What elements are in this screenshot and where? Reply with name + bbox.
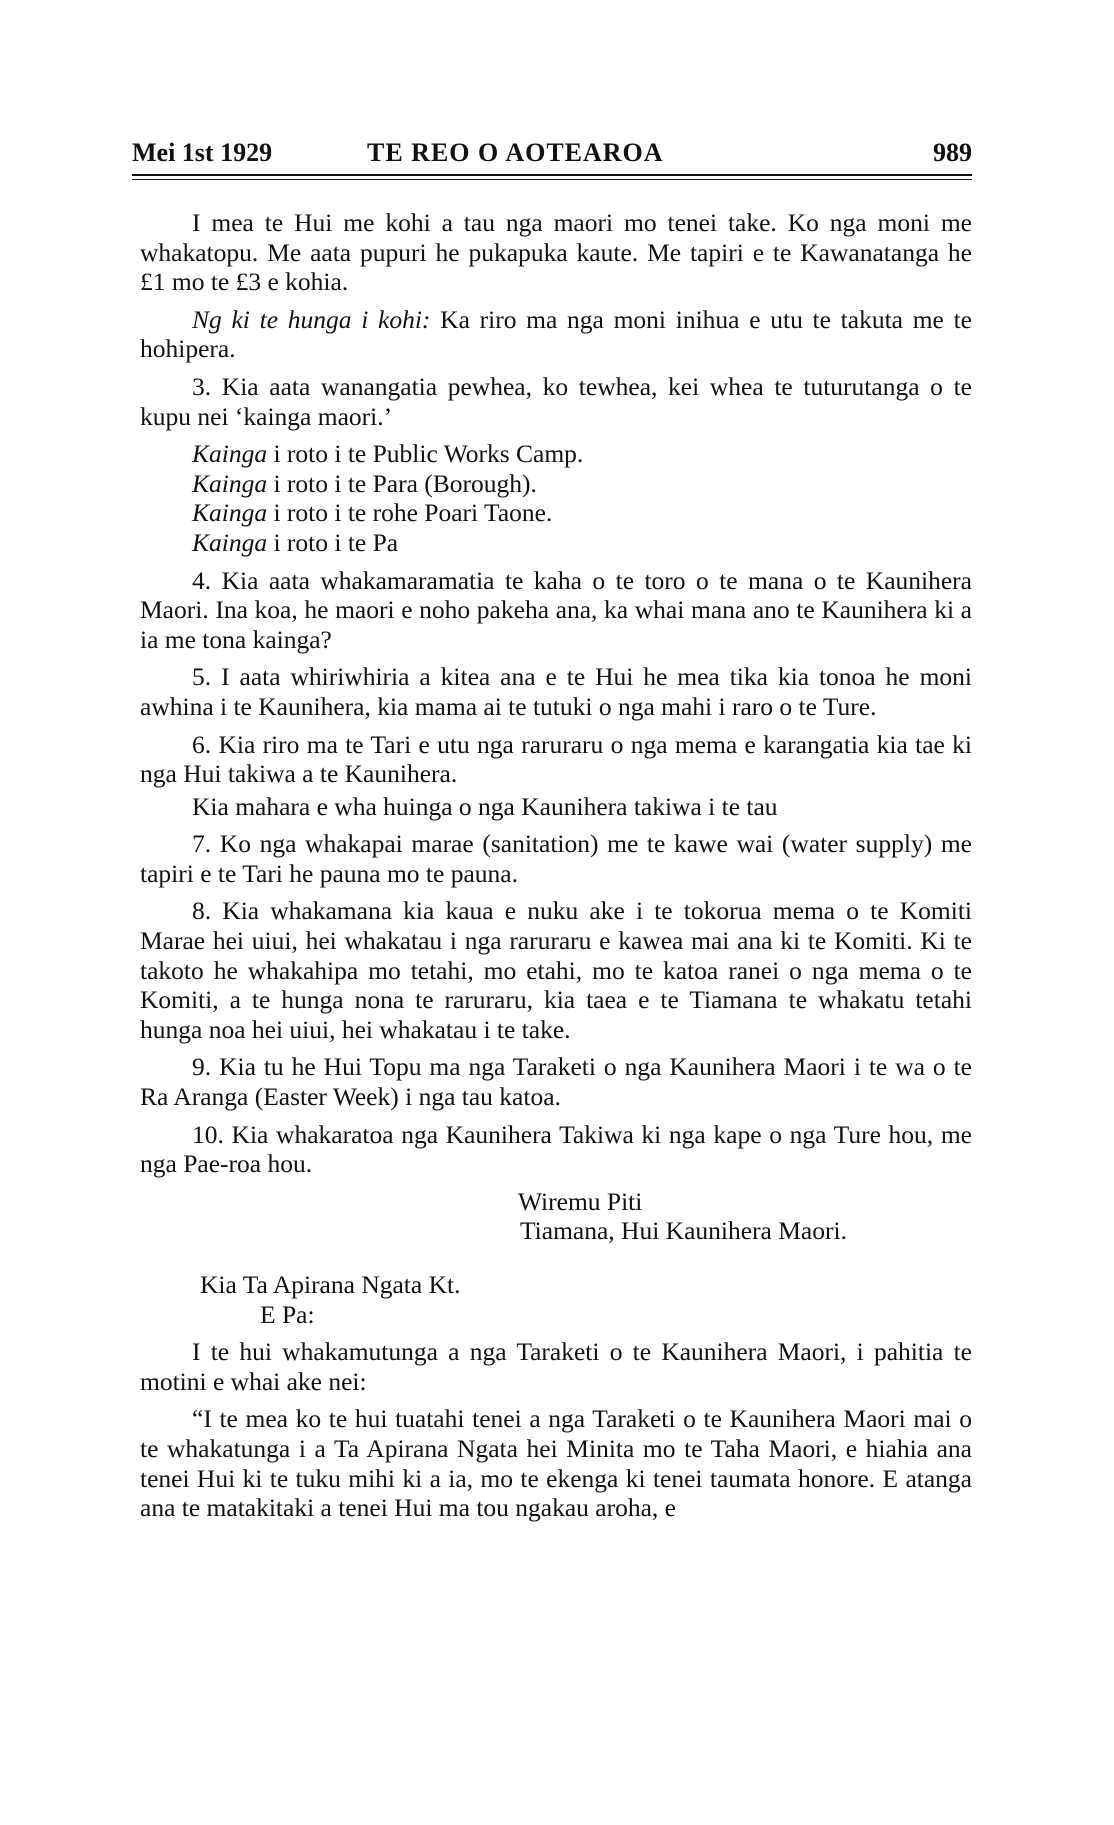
italic-lead: Ng ki te hunga i kohi:	[192, 304, 431, 334]
signature-name: Wiremu Piti	[518, 1186, 643, 1216]
list-item-italic: Kainga	[192, 468, 268, 498]
paragraph: 9. Kia tu he Hui Topu ma nga Taraketi o nga Kaunihera Maori i te wa o te Ra Aranga (Easter Week) i nga tau katoa.	[140, 1052, 972, 1112]
paragraph: 7. Ko nga whakapai marae (sanitation) me te kawe wai (water supply) me tapiri e te Tari he pauna mo te pauna.	[140, 829, 972, 888]
header-date: Mei 1st 1929	[132, 138, 273, 167]
list-item-italic: Kainga	[192, 527, 268, 557]
article-body	[140, 208, 972, 1531]
list-item	[140, 498, 972, 528]
list-item-italic: Kainga	[192, 439, 268, 469]
paragraph: 10. Kia whakaratoa nga Kaunihera Takiwa ki nga kape o nga Ture hou, me nga Pae-roa hou.	[140, 1119, 972, 1179]
paragraph-text: Ka riro ma nga moni inihua e utu te takuta me te hohipera.	[140, 304, 972, 364]
letter-address	[140, 1270, 972, 1329]
paragraph: “I te mea ko te hui tuatahi tenei a nga Taraketi o te Kaunihera Maori mai o te whakatunga i a Ta Apirana Ngata hei Minita mo te Taha Maori, e hiahia ana tenei Hui ki te tuku mihi ki a ia, mo te ekenga ki tenei taumata honore. E atanga ana te matakitaki a tenei Hui ma tou ngakau aroha, e	[140, 1404, 972, 1523]
paragraph: 8. Kia whakamana kia kaua e nuku ake i te tokorua mema o te Komiti Marae hei uiui, hei whakatau i nga raruraru e kawea mai ana ki te Komiti. Ki te takoto he whakahipa mo tetahi, mo etahi, mo te katoa ranei o nga mema o te Komiti, a te hunga nona te raruraru, kia taea e te Tiamana te whakatu tetahi hunga noa hei uiui, hei whakatau i te take.	[140, 896, 972, 1044]
list-item-italic: Kainga	[192, 498, 268, 528]
list-item-text: i roto i te rohe Poari Taone.	[267, 498, 553, 528]
list-item	[140, 528, 972, 558]
paragraph	[140, 305, 972, 364]
page-number: 989	[933, 138, 972, 167]
header-rule	[132, 174, 972, 176]
paragraph: 5. I aata whiriwhiria a kitea ana e te Hui he mea tika kia tonoa he moni awhina i te Kaunihera, kia mama ai te tutuki o nga mahi i raro o te Ture.	[140, 662, 972, 721]
header-rule-thin	[132, 179, 972, 180]
paragraph: I mea te Hui me kohi a tau nga maori mo tenei take. Ko nga moni me whakatopu. Me aata pupuri he pukapuka kaute. Me tapiri e te Kawanatanga he £1 mo te £3 e kohia.	[140, 208, 972, 297]
list-item-text: i roto i te Para (Borough).	[267, 468, 537, 498]
kainga-list	[140, 439, 972, 557]
header-title: TE REO O AOTEAROA	[367, 138, 664, 167]
signature-role: Tiamana, Hui Kaunihera Maori.	[520, 1216, 847, 1246]
list-item-text: i roto i te Pa	[267, 527, 399, 557]
paragraph: 4. Kia aata whakamaramatia te kaha o te toro o te mana o te Kaunihera Maori. Ina koa, he maori e noho pakeha ana, ka whai mana ano te Kaunihera ki a ia me tona kainga?	[140, 565, 972, 654]
letter-salutation: E Pa:	[260, 1299, 315, 1329]
paragraph: 6. Kia riro ma te Tari e utu nga raruraru o nga mema e karangatia kia tae ki nga Hui takiwa a te Kaunihera.	[140, 729, 972, 789]
running-header	[132, 132, 972, 172]
letter-addressee: Kia Ta Apirana Ngata Kt.	[200, 1270, 461, 1299]
paragraph: Kia mahara e wha huinga o nga Kaunihera takiwa i te tau	[192, 791, 778, 821]
list-item-text: i roto i te Public Works Camp.	[267, 439, 584, 469]
paragraph: I te hui whakamutunga a nga Taraketi o te Kaunihera Maori, i pahitia te motini e whai ake nei:	[140, 1337, 972, 1396]
paragraph: 3. Kia aata wanangatia pewhea, ko tewhea, kei whea te tuturutanga o te kupu nei ‘kainga maori.’	[140, 371, 972, 431]
signature-block	[140, 1187, 972, 1246]
list-item	[140, 439, 972, 469]
list-item	[140, 469, 972, 499]
